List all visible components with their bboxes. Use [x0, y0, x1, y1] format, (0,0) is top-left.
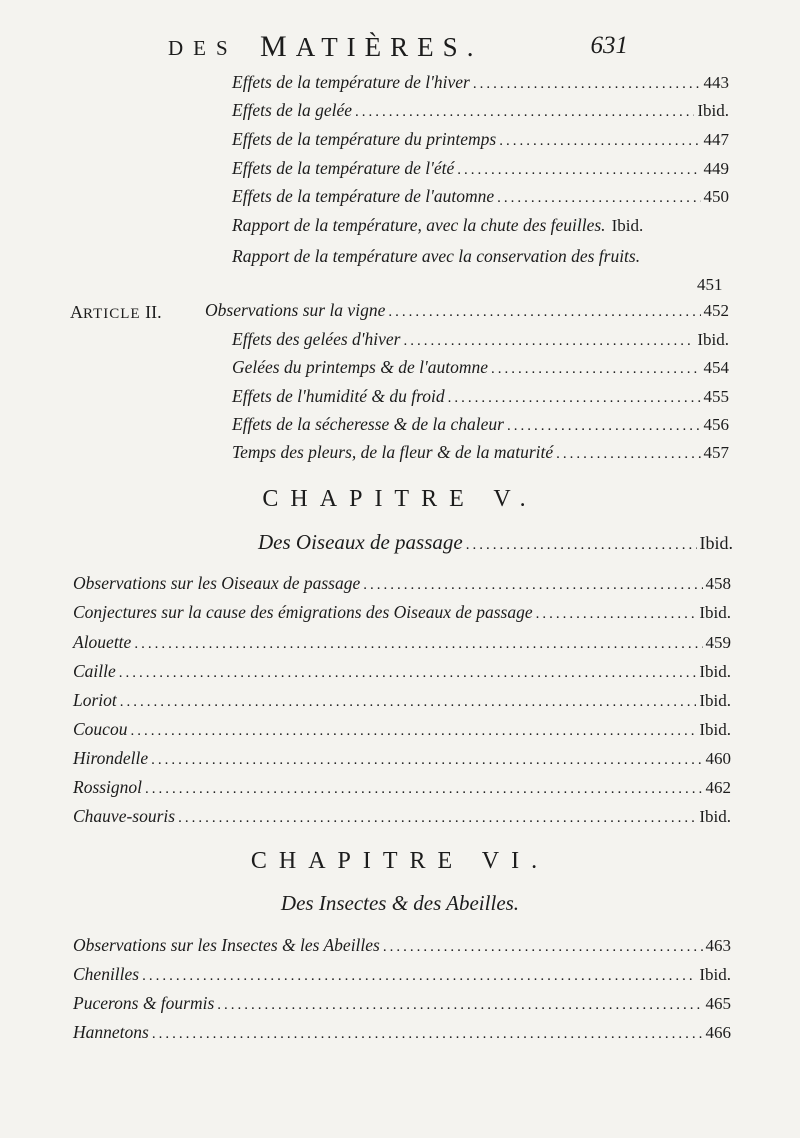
page-number: 631	[590, 32, 628, 59]
header-matieres: MATIÈRES.	[260, 30, 483, 63]
toc-entry: Effets de la sécheresse & de la chaleur ..... 456	[232, 414, 729, 442]
toc-entry: Loriot ..... Ibid.	[73, 690, 731, 718]
toc-entry-page: 451	[697, 275, 723, 294]
toc-entry: Effets de la température de l'hiver ..... 443	[232, 72, 729, 100]
toc-entry: Chenilles ..... Ibid.	[73, 964, 731, 992]
toc-entry: Effets des gelées d'hiver ..... Ibid.	[232, 329, 729, 357]
toc-entry: Temps des pleurs, de la fleur & de la maturité ..... 457	[232, 442, 729, 470]
chapter-heading: CHAPITRE VI.	[250, 848, 550, 874]
header-des: DES	[168, 36, 238, 60]
toc-entry: Rapport de la température, avec la chute des feuilles. Ibid.	[232, 215, 644, 235]
chapter-subtitle: Des Insectes & des Abeilles.	[280, 891, 520, 915]
toc-entry: Effets de la température de l'été ..... 449	[232, 158, 729, 186]
toc-entry: Chauve-souris ..... Ibid.	[73, 806, 731, 834]
toc-entry: Rossignol ..... 462	[73, 777, 731, 805]
toc-entry: Effets de la gelée ..... Ibid.	[232, 100, 729, 128]
toc-entry: Observations sur les Insectes & les Abeilles ..... 463	[73, 935, 731, 963]
toc-entry: Alouette ..... 459	[73, 632, 731, 660]
toc-entry: Gelées du printemps & de l'automne ..... 454	[232, 357, 729, 385]
chapter-heading: CHAPITRE V.	[262, 486, 538, 512]
toc-entry: Conjectures sur la cause des émigrations des Oiseaux de passage ..... Ibid.	[73, 602, 731, 630]
toc-entry: Pucerons & fourmis ..... 465	[73, 993, 731, 1021]
toc-entry: Hirondelle ..... 460	[73, 748, 731, 776]
toc-entry: Effets de l'humidité & du froid ..... 455	[232, 386, 729, 414]
toc-entry-title: Rapport de la température avec la conservation des fruits.	[232, 246, 641, 266]
toc-entry: Hannetons ..... 466	[73, 1022, 731, 1050]
chapter-subtitle: Des Oiseaux de passage ..... Ibid.	[258, 530, 733, 562]
toc-entry: Observations sur la vigne ..... 452	[205, 300, 729, 328]
running-header	[168, 22, 628, 66]
toc-entry: Effets de la température de l'automne ..... 450	[232, 186, 729, 214]
toc-entry: Coucou ..... Ibid.	[73, 719, 731, 747]
toc-entry: Effets de la température du printemps ..... 447	[232, 129, 729, 157]
toc-entry: Caille ..... Ibid.	[73, 661, 731, 689]
toc-entry: Observations sur les Oiseaux de passage ..... 458	[73, 573, 731, 601]
article-label: ARTICLE II.	[70, 302, 162, 322]
